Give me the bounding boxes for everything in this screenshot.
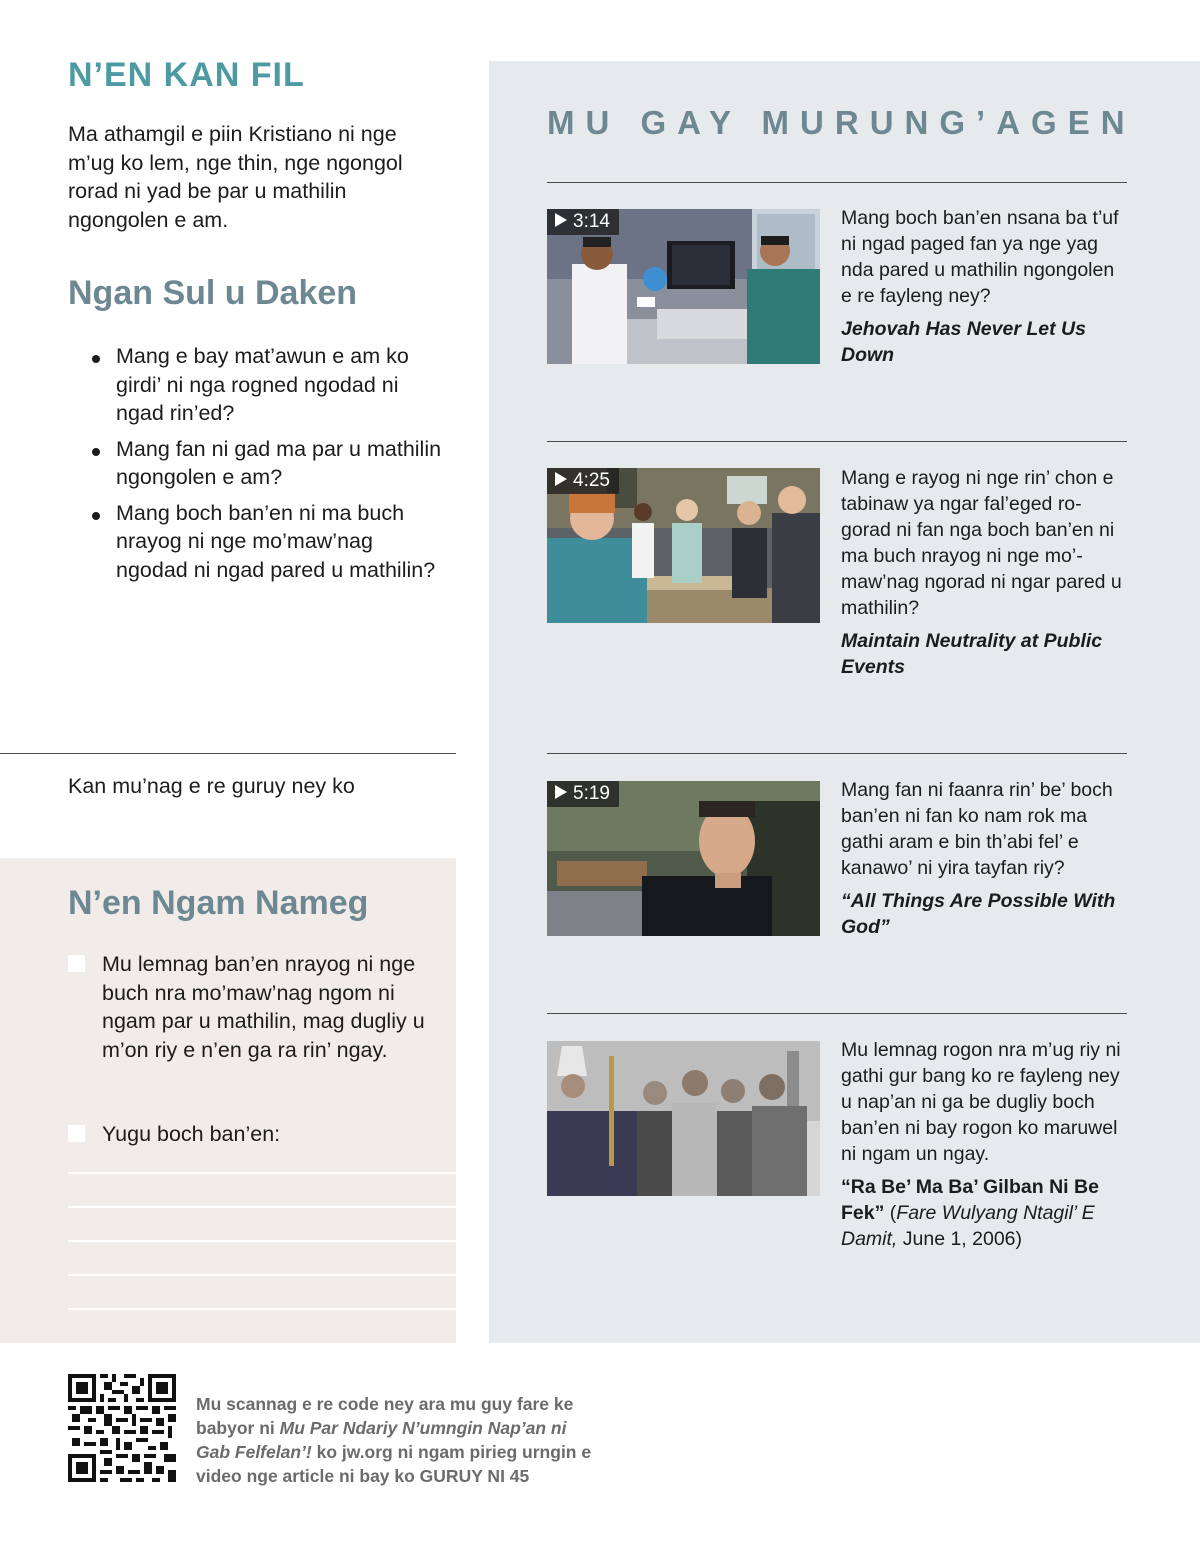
footer-text [196, 1392, 596, 1488]
video-title-link[interactable]: Jehovah Has Never Let Us Down [841, 318, 1086, 366]
explore-question: Mu lemnag rogon nra m’ug riy ni gathi gur bang ko re fayleng ney u nap’an ni ga be dugliy boch ban’en ni bay rogon ko maruwel ni ngam un ngay. [841, 1039, 1121, 1165]
video-thumbnail[interactable] [547, 468, 820, 623]
footer-text-part: ko jw.org ni ngam pirieg urngin e video nge article ni bay ko GURUY NI 45 [196, 1442, 592, 1486]
video-duration-badge [547, 781, 619, 807]
review-question-text: Mang fan ni gad ma par u mathilin ngongolen e am? [116, 436, 442, 489]
review-question [92, 499, 442, 585]
video-title-link[interactable]: “All Things Are Possible With God” [841, 890, 1116, 938]
summary-heading: N’EN KAN FIL [68, 56, 305, 94]
article-source-date: June 1, 2006) [897, 1228, 1023, 1250]
review-question [92, 435, 442, 492]
qr-code[interactable] [68, 1374, 176, 1482]
divider [547, 182, 1127, 183]
video-duration: 4:25 [573, 470, 610, 491]
article-source-title: Fare Wulyang Ntagil’ E Damit, [841, 1202, 1095, 1250]
video-thumbnail[interactable] [547, 209, 820, 364]
review-heading: Ngan Sul u Daken [68, 274, 358, 312]
article-title: “Ra Be’ Ma Ba’ Gilban Ni Be Fek” [841, 1176, 1099, 1224]
goal-item[interactable] [68, 950, 428, 1064]
goal-checkbox[interactable] [68, 955, 85, 972]
divider [547, 1013, 1127, 1014]
divider [547, 753, 1127, 754]
goal-checkbox[interactable] [68, 1125, 85, 1142]
explore-item-text [841, 777, 1126, 940]
video-duration: 3:14 [573, 211, 610, 232]
article-source-open: ( [884, 1202, 897, 1224]
play-icon [555, 213, 567, 227]
explore-question: Mang boch ban’en nsana ba t’uf ni ngad paged fan ya nge yag nda pared u mathilin ngongolen e re fayleng ney? [841, 207, 1119, 307]
video-duration-badge [547, 468, 619, 494]
bullet-icon [92, 448, 100, 456]
summary-text: Ma athamgil e piin Kristiano ni nge m’ug ko lem, nge thin, nge ngongol rorad ni yad be par u mathilin ngongolen e am. [68, 122, 403, 232]
goal-item[interactable] [68, 1120, 428, 1149]
writing-line[interactable] [68, 1308, 456, 1310]
explore-item-text [841, 1037, 1126, 1252]
next-lesson-text: Kan mu’nag e re guruy ney ko [68, 774, 355, 798]
review-question [92, 342, 442, 428]
writing-line[interactable] [68, 1274, 456, 1276]
goal-item-text: Mu lemnag ban’en nrayog ni nge buch nra mo’maw’nag ngom ni ngam par u mathilin, mag dugliy u m’on riy e n’en ga ra rin’ ngay. [102, 952, 425, 1062]
play-icon [555, 785, 567, 799]
play-icon [555, 472, 567, 486]
explore-question: Mang fan ni faanra rin’ be’ boch ban’en ni fan ko nam rok ma gathi aram e bin th’abi fel’ e kanawo’ ni yira tayfan riy? [841, 779, 1113, 879]
ancient-court-illustration [547, 1041, 820, 1196]
explore-heading: MU GAY MURUNG’AGEN [547, 104, 1136, 141]
review-question-text: Mang e bay mat’awun e am ko girdi’ ni nga rogned ngodad ni ngad rin’ed? [116, 344, 409, 425]
qr-code-image [68, 1374, 176, 1482]
video-duration: 5:19 [573, 783, 610, 804]
bullet-icon [92, 355, 100, 363]
footer-text-part: Mu scannag e re code ney ara mu guy fare ke babyor ni [196, 1394, 574, 1438]
divider [0, 753, 456, 754]
video-title-link[interactable]: Maintain Neutrality at Public Events [841, 630, 1103, 678]
explore-item-text [841, 205, 1126, 368]
goal-heading: N’en Ngam Nameg [68, 884, 369, 922]
explore-item-text [841, 465, 1126, 680]
goal-item-text: Yugu boch ban’en: [102, 1122, 281, 1146]
writing-line[interactable] [68, 1206, 456, 1208]
writing-line[interactable] [68, 1172, 456, 1174]
writing-line[interactable] [68, 1240, 456, 1242]
video-thumbnail[interactable] [547, 781, 820, 936]
video-duration-badge [547, 209, 619, 235]
review-question-list [92, 342, 442, 591]
article-illustration[interactable] [547, 1041, 820, 1196]
bullet-icon [92, 512, 100, 520]
explore-question: Mang e rayog ni nge rin’ chon e tabinaw ya ngar fal’eged ro-gorad ni fan nga boch ban’en ni ma buch nrayog ni nge mo’-maw’nag ngorad ni ngar pared u mathilin? [841, 467, 1122, 619]
footer-book-title: Mu Par Ndariy N’umngin Nap’an ni Gab Felfelan’! [196, 1418, 567, 1462]
divider [547, 441, 1127, 442]
review-question-text: Mang boch ban’en ni ma buch nrayog ni nge mo’maw’nag ngodad ni ngad pared u mathilin? [116, 500, 436, 582]
goal-box [0, 858, 456, 1343]
article-title-link[interactable] [841, 1174, 1126, 1252]
